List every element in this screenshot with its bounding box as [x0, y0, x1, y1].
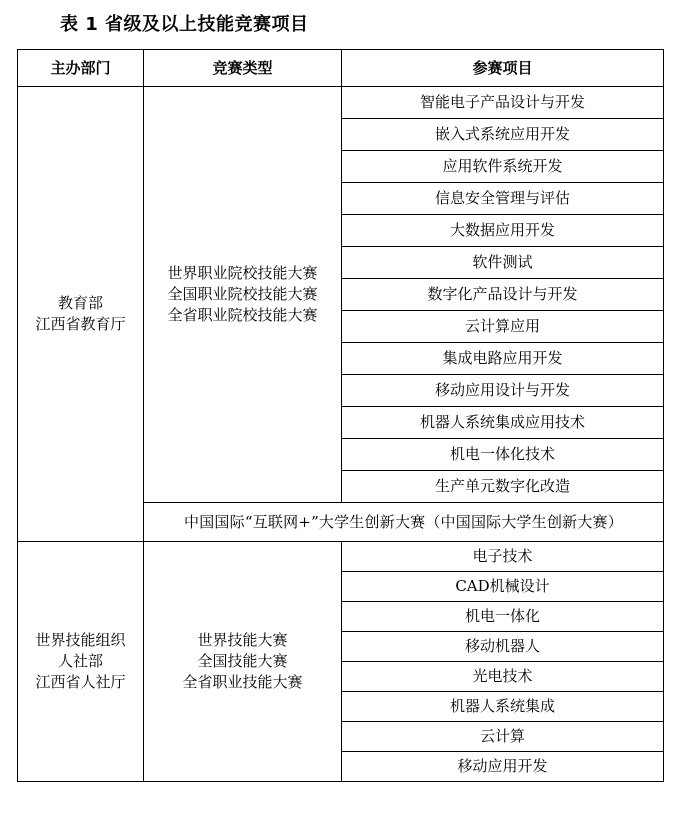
table-row — [18, 87, 664, 119]
innovation-contest-cell: 中国国际“互联网+”大学生创新大赛（中国国际大学生创新大赛） — [144, 503, 664, 542]
project-cell: 机器人系统集成 — [342, 692, 664, 722]
project-cell: 应用软件系统开发 — [342, 151, 664, 183]
type-cell-vocational — [144, 87, 342, 503]
project-cell: 光电技术 — [342, 662, 664, 692]
table-row — [18, 542, 664, 572]
type-line: 全省职业技能大赛 — [182, 673, 303, 691]
table-title: 表 1 省级及以上技能竞赛项目 — [60, 14, 309, 35]
competition-table — [17, 49, 664, 782]
type-line: 世界职业院校技能大赛 — [167, 264, 318, 282]
project-cell: 云计算 — [342, 722, 664, 752]
department-line: 人社部 — [57, 652, 103, 670]
header-row — [18, 50, 664, 87]
department-line: 世界技能组织 — [35, 631, 126, 649]
department-line: 教育部 — [57, 294, 103, 312]
department-line: 江西省教育厅 — [35, 315, 126, 333]
project-cell: CAD机械设计 — [342, 572, 664, 602]
type-line: 全国职业院校技能大赛 — [167, 285, 318, 303]
header-type: 竞赛类型 — [144, 50, 342, 87]
department-line: 江西省人社厅 — [35, 673, 126, 691]
type-cell-skills — [144, 542, 342, 782]
type-line: 世界技能大赛 — [197, 631, 288, 649]
project-cell: 移动应用开发 — [342, 752, 664, 782]
project-cell: 机器人系统集成应用技术 — [342, 407, 664, 439]
department-cell-education — [18, 87, 144, 542]
project-cell: 机电一体化技术 — [342, 439, 664, 471]
project-cell: 移动应用设计与开发 — [342, 375, 664, 407]
type-line: 全省职业院校技能大赛 — [167, 306, 318, 324]
project-cell: 嵌入式系统应用开发 — [342, 119, 664, 151]
project-cell: 集成电路应用开发 — [342, 343, 664, 375]
project-cell: 移动机器人 — [342, 632, 664, 662]
project-cell: 智能电子产品设计与开发 — [342, 87, 664, 119]
type-line: 全国技能大赛 — [197, 652, 288, 670]
project-cell: 数字化产品设计与开发 — [342, 279, 664, 311]
header-department: 主办部门 — [18, 50, 144, 87]
project-cell: 软件测试 — [342, 247, 664, 279]
department-cell-hr — [18, 542, 144, 782]
project-cell: 大数据应用开发 — [342, 215, 664, 247]
project-cell: 云计算应用 — [342, 311, 664, 343]
project-cell: 电子技术 — [342, 542, 664, 572]
project-cell: 机电一体化 — [342, 602, 664, 632]
project-cell: 生产单元数字化改造 — [342, 471, 664, 503]
header-projects: 参赛项目 — [342, 50, 664, 87]
project-cell: 信息安全管理与评估 — [342, 183, 664, 215]
